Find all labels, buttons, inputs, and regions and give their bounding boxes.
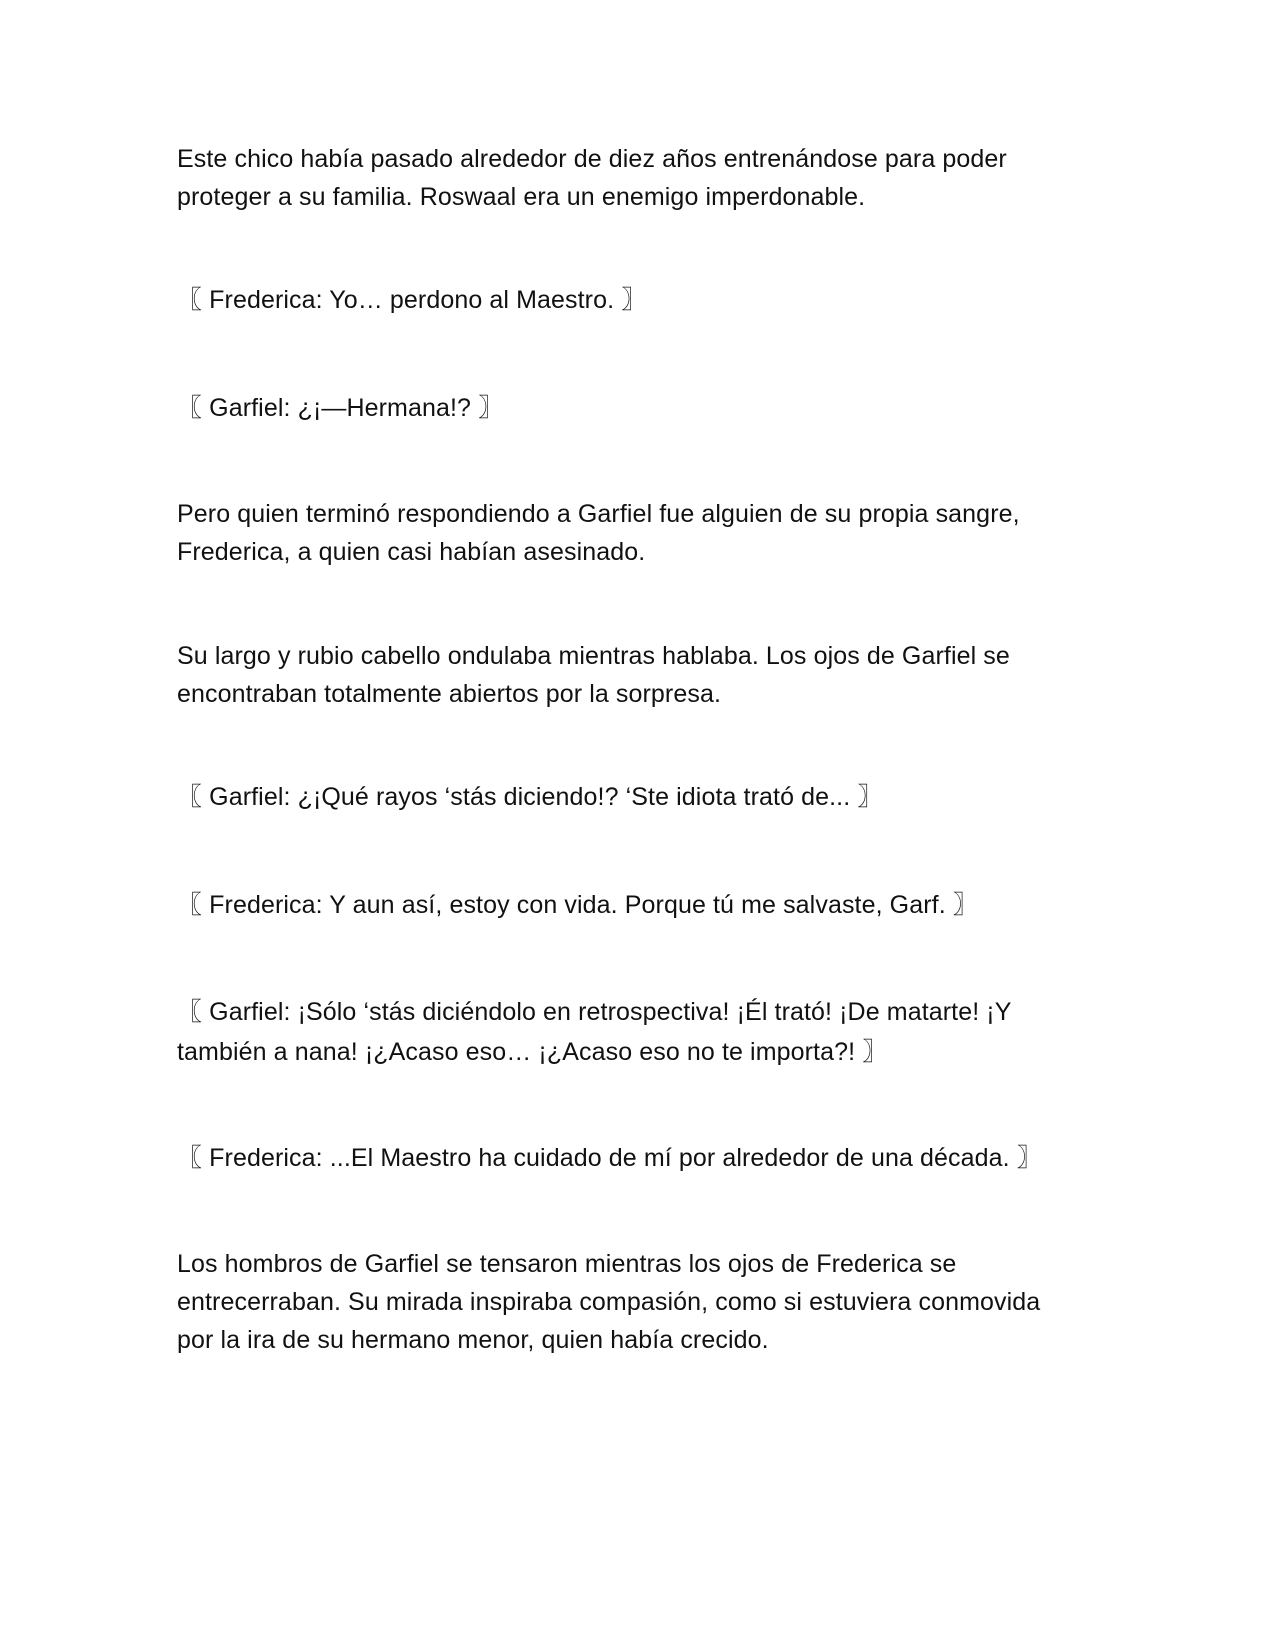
text-line: 〖 Garfiel: ¿¡Qué rayos ‘stás diciendo!? ‘Ste idiota trató de... 〗 [177, 783, 883, 811]
text-line: 〖 Frederica: Y aun así, estoy con vida. Porque tú me salvaste, Garf. 〗 [177, 891, 978, 919]
text-line: Pero quien terminó respondiendo a Garfiel fue alguien de su propia sangre, [177, 500, 1020, 528]
text-line: Este chico había pasado alrededor de diez años entrenándose para poder [177, 145, 1007, 173]
paragraph-narration [177, 1245, 1107, 1359]
text-line: encontraban totalmente abiertos por la sorpresa. [177, 680, 722, 708]
text-line: Frederica, a quien casi habían asesinado. [177, 538, 646, 566]
text-line: Los hombros de Garfiel se tensaron mientras los ojos de Frederica se [177, 1250, 957, 1278]
paragraph-dialogue [177, 281, 1107, 319]
text-line: 〖 Frederica: Yo… perdono al Maestro. 〗 [177, 286, 647, 314]
paragraph-narration [177, 140, 1107, 216]
text-line: Su largo y rubio cabello ondulaba mientras hablaba. Los ojos de Garfiel se [177, 642, 1010, 670]
paragraph-dialogue [177, 992, 1107, 1072]
text-line: 〖 Garfiel: ¿¡—Hermana!? 〗 [177, 394, 504, 422]
paragraph-dialogue [177, 389, 1107, 427]
text-line: 〖 Garfiel: ¡Sólo ‘stás diciéndolo en retrospectiva! ¡Él trató! ¡De matarte! ¡Y [177, 998, 1012, 1026]
text-line: por la ira de su hermano menor, quien había crecido. [177, 1326, 769, 1354]
paragraph-narration [177, 637, 1107, 713]
paragraph-dialogue [177, 778, 1107, 816]
text-line: también a nana! ¡¿Acaso eso… ¡¿Acaso eso no te importa?! 〗 [177, 1038, 888, 1066]
text-line: proteger a su familia. Roswaal era un enemigo imperdonable. [177, 183, 866, 211]
text-line: entrecerraban. Su mirada inspiraba compasión, como si estuviera conmovida [177, 1288, 1041, 1316]
paragraph-dialogue [177, 1139, 1107, 1177]
text-line: 〖 Frederica: ...El Maestro ha cuidado de mí por alrededor de una década. 〗 [177, 1144, 1042, 1172]
paragraph-dialogue [177, 886, 1107, 924]
paragraph-narration [177, 495, 1107, 571]
